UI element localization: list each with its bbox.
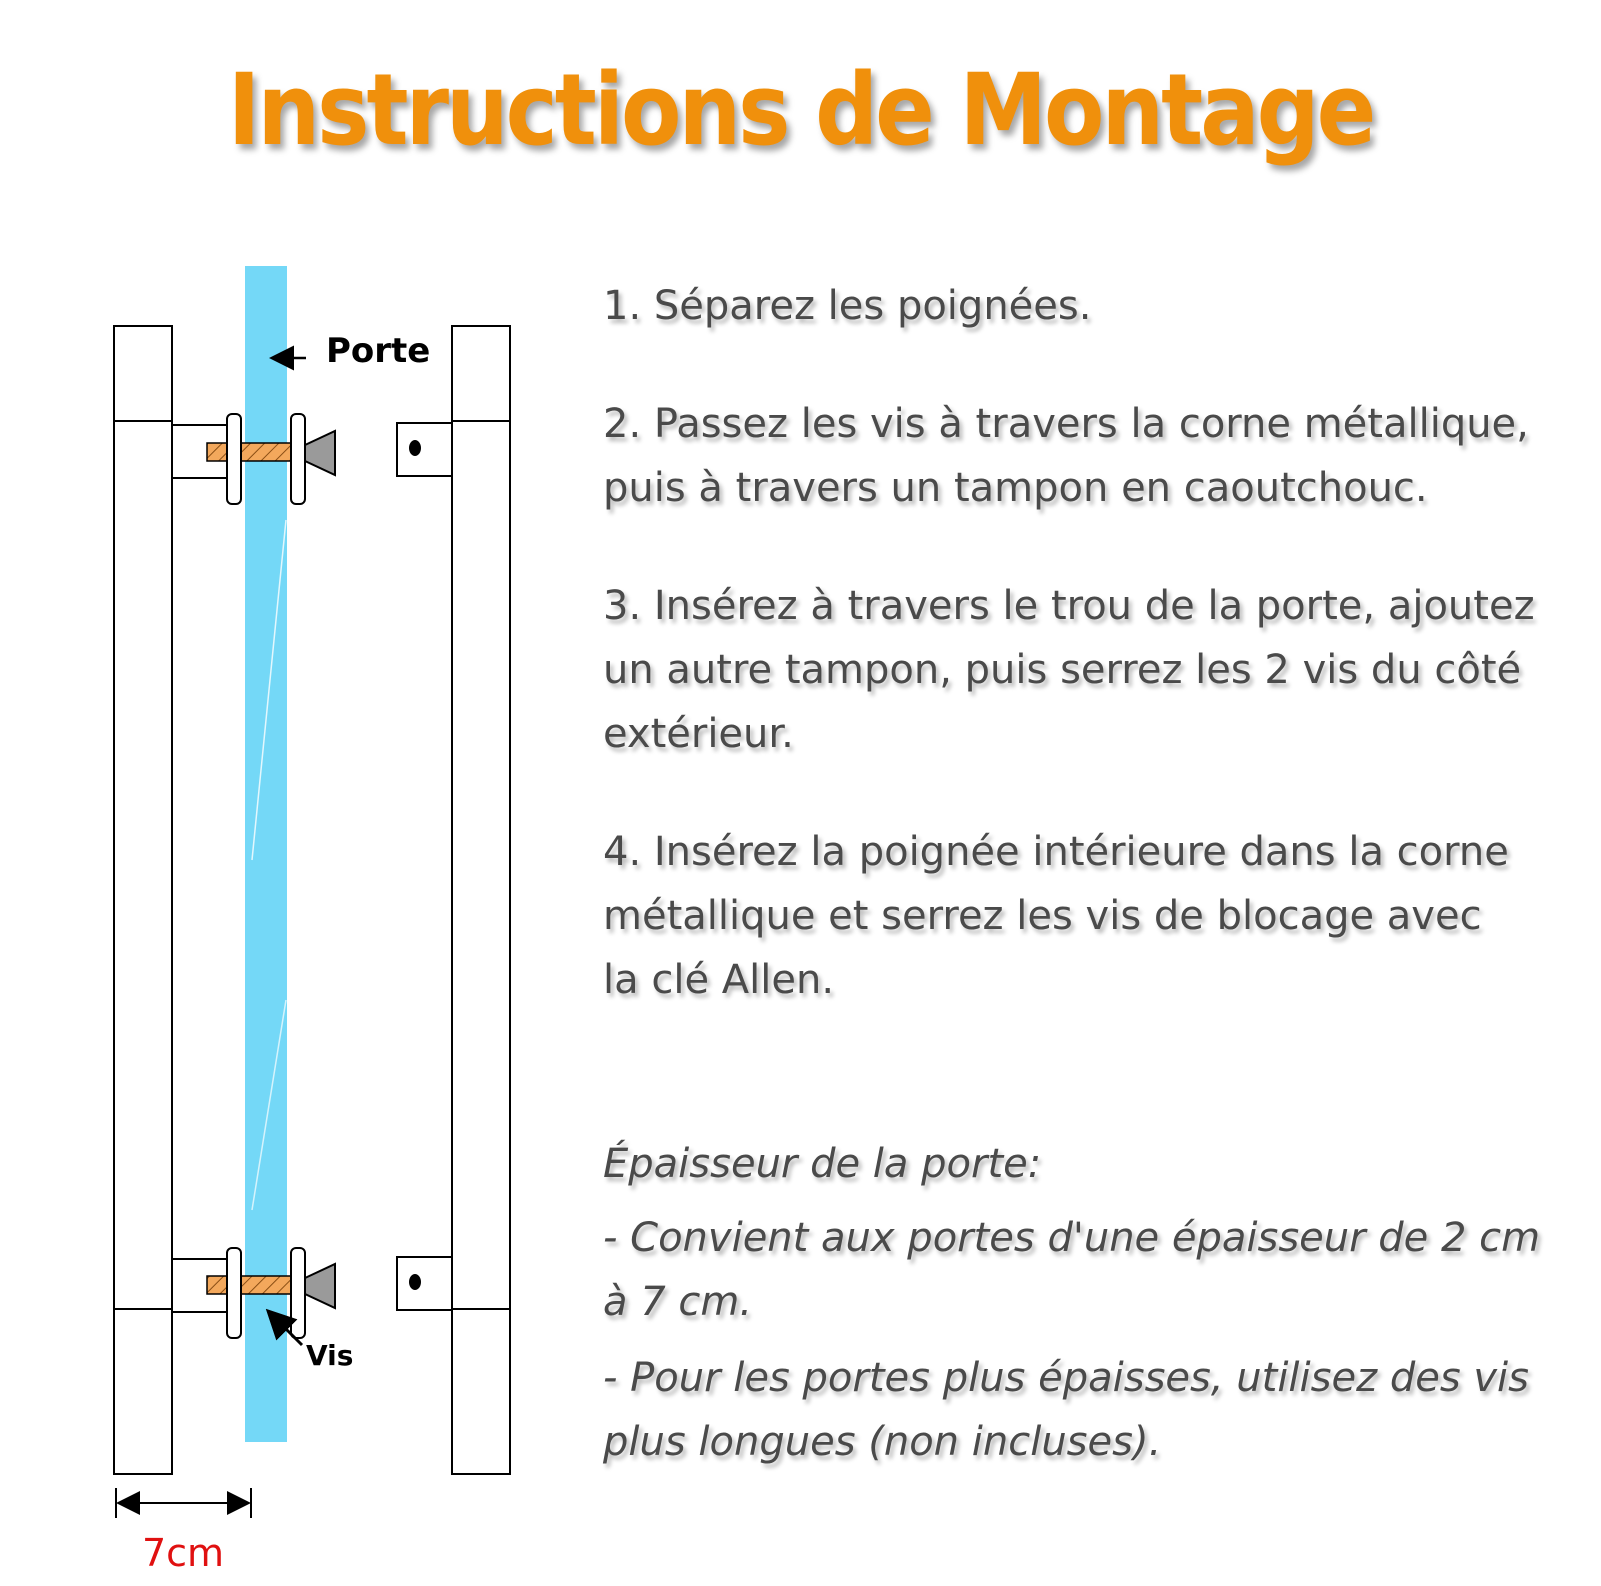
thickness-line: à 7 cm. — [603, 1279, 753, 1325]
handle-diagram-svg — [0, 0, 600, 1582]
step-3 — [603, 574, 1593, 766]
thickness-item-2 — [603, 1346, 1593, 1474]
bottom-mount-assembly — [172, 1248, 452, 1338]
page-title: Instructions de Montage — [227, 52, 1374, 168]
step-line: 1. Séparez les poignées. — [603, 283, 1092, 329]
step-line: un autre tampon, puis serrez les 2 vis du côté — [603, 647, 1522, 693]
thickness-item-1 — [603, 1206, 1593, 1334]
step-line: métallique et serrez les vis de blocage avec — [603, 893, 1482, 939]
step-line: puis à travers un tampon en caoutchouc. — [603, 465, 1428, 511]
top-mount-assembly — [172, 414, 452, 504]
thickness-heading: Épaisseur de la porte: — [603, 1141, 1042, 1187]
step-4 — [603, 820, 1593, 1012]
dimension-indicator — [116, 1488, 251, 1518]
screw-label: Vis — [306, 1339, 354, 1372]
step-line: la clé Allen. — [603, 957, 835, 1003]
instruction-steps — [603, 274, 1593, 1066]
thickness-line: - Pour les portes plus épaisses, utilisez des vis — [603, 1355, 1529, 1401]
dimension-label: 7cm — [141, 1531, 225, 1575]
installation-diagram — [0, 0, 600, 1582]
step-1 — [603, 274, 1593, 338]
step-line: 3. Insérez à travers le trou de la porte, ajoutez — [603, 583, 1535, 629]
right-handle — [452, 326, 510, 1474]
step-2 — [603, 392, 1593, 520]
left-handle — [114, 326, 172, 1474]
step-line: 4. Insérez la poignée intérieure dans la corne — [603, 829, 1509, 875]
thickness-line: - Convient aux portes d'une épaisseur de 2 cm — [603, 1215, 1541, 1261]
thickness-line: plus longues (non incluses). — [603, 1419, 1162, 1465]
door-thickness-section — [603, 1132, 1593, 1486]
step-line: extérieur. — [603, 711, 794, 757]
step-line: 2. Passez les vis à travers la corne métallique, — [603, 401, 1529, 447]
door-label: Porte — [326, 331, 431, 371]
